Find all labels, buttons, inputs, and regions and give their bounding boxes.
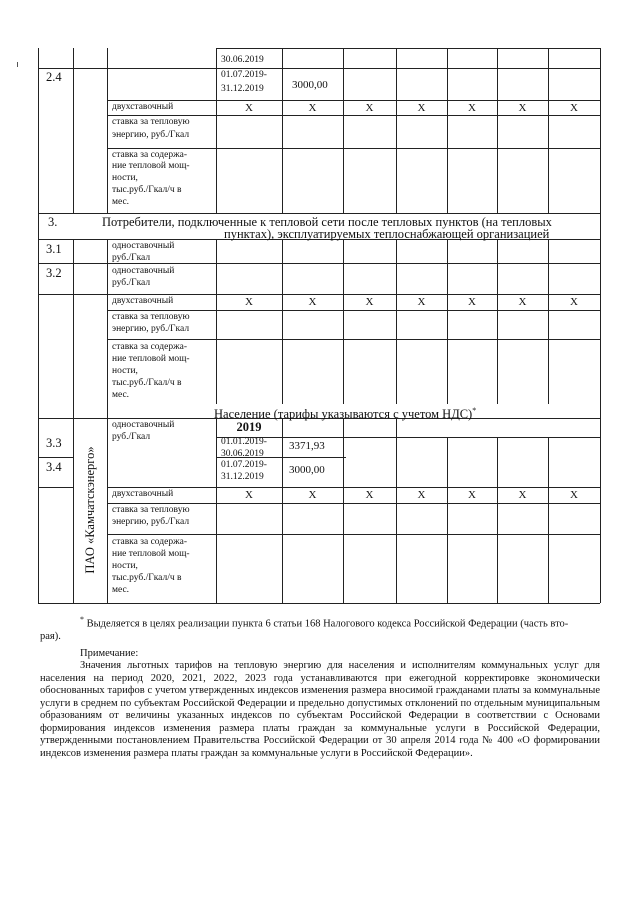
x-mark: Х	[245, 296, 253, 308]
period-1-end: 30.06.2019	[221, 55, 264, 65]
x-mark: Х	[417, 489, 426, 501]
row-number-3-2: 3.2	[46, 266, 62, 280]
maint-label-line5: мес.	[112, 585, 130, 595]
maint-label-line1: ставка за содержа-	[112, 342, 188, 352]
two-part-label: двухставочный	[112, 102, 174, 112]
maint-label-line3: ности,	[112, 173, 138, 183]
x-mark: Х	[417, 102, 426, 114]
x-mark: Х	[308, 102, 317, 114]
heat-rate-label-line2: энергию, руб./Гкал	[112, 130, 190, 140]
row-number-2-4: 2.4	[46, 70, 62, 84]
x-mark: Х	[570, 489, 578, 501]
population-heading-text: Население (тарифы указываются с учетом НДС)	[214, 407, 473, 422]
maint-label-line4: тыс.руб./Гкал/ч в	[112, 378, 182, 388]
one-part-label-line2: руб./Гкал	[112, 278, 151, 288]
one-part-label-line1: одноставочный	[112, 241, 175, 251]
heat-rate-label-line2: энергию, руб./Гкал	[112, 324, 190, 334]
one-part-label-line2: руб./Гкал	[112, 253, 151, 263]
row-number-3-1: 3.1	[46, 242, 62, 256]
x-mark: Х	[365, 296, 374, 308]
x-mark: Х	[468, 102, 476, 114]
two-part-label: двухставочный	[112, 489, 174, 499]
footnote-mark: *	[80, 615, 84, 624]
x-mark: Х	[245, 489, 253, 501]
x-mark: Х	[308, 489, 317, 501]
row-number-3: 3.	[48, 215, 58, 229]
maint-label-line1: ставка за содержа-	[112, 537, 188, 547]
period-2-start: 01.07.2019-	[221, 460, 267, 470]
row-number-3-3: 3.3	[46, 436, 62, 450]
maint-label-line4: тыс.руб./Гкал/ч в	[112, 185, 182, 195]
heat-rate-label-line1: ставка за тепловую	[112, 505, 190, 515]
population-heading	[214, 407, 476, 421]
maint-label-line3: ности,	[112, 366, 138, 376]
margin-mark	[17, 62, 18, 67]
x-mark: Х	[365, 102, 374, 114]
x-mark: Х	[518, 489, 527, 501]
heat-rate-label-line2: энергию, руб./Гкал	[112, 517, 190, 527]
x-mark: Х	[308, 296, 317, 308]
period-1-start: 01.01.2019-	[221, 437, 267, 447]
maint-label-line1: ставка за содержа-	[112, 150, 188, 160]
footnote-line-1	[40, 614, 600, 631]
x-mark: Х	[570, 296, 578, 308]
x-mark: Х	[468, 296, 476, 308]
maint-label-line3: ности,	[112, 561, 138, 571]
footnote-text-1: Выделяется в целях реализации пункта 6 статьи 168 Налогового кодекса Российской Федерации (часть вто-	[86, 618, 569, 630]
note-text: Значения льготных тарифов на тепловую энергию для населения и исполнителям коммунальных услуг для населения на период 2020, 2021, 2022, 2023 года устанавливаются при ежегодной корректировке экономически обоснованных тарифов с учетом утвержденных индексов изменения размера вносимой гражданами платы за коммунальные услуги в среднем по субъектам Российской Федерации и предельно допустимых отклонений по отдельным муниципальным образованиям от величины указанных индексов по субъектам Российской Федерации в соответствии с Основами формирования индексов изменения размера платы граждан за коммунальные услуги в Российской Федерации, утвержденными постановлением Правительства Российской Федерации от 30 апреля 2014 года № 400 «О формировании индексов изменения размера платы граждан за коммунальные услуги в Российской Федерации».	[40, 660, 600, 759]
footnote-block	[40, 614, 600, 760]
note-title: Примечание:	[80, 647, 139, 659]
row-number-3-4: 3.4	[46, 460, 62, 474]
x-mark: Х	[245, 102, 253, 114]
heat-rate-label-line1: ставка за тепловую	[112, 312, 190, 322]
x-mark: Х	[417, 296, 426, 308]
one-part-label-line1: одноставочный	[112, 266, 175, 276]
population-tariff-value-2: 3000,00	[289, 464, 325, 476]
x-mark: Х	[518, 296, 527, 308]
period-2-start: 01.07.2019-	[221, 70, 267, 80]
x-mark: Х	[365, 489, 374, 501]
maint-label-line2: ние тепловой мощ-	[112, 354, 190, 364]
two-part-label: двухставочный	[112, 296, 174, 306]
period-2-end: 31.12.2019	[221, 472, 264, 482]
maint-label-line2: ние тепловой мощ-	[112, 161, 190, 171]
population-heading-footnote-mark: *	[472, 406, 477, 415]
maint-label-line4: тыс.руб./Гкал/ч в	[112, 573, 182, 583]
section-3-title-line1: Потребители, подключенные к тепловой сети после тепловых пунктов (на тепловых	[102, 215, 552, 229]
tariff-value: 3000,00	[292, 79, 328, 91]
period-2-end: 31.12.2019	[221, 84, 264, 94]
section-3-title-line2: пунктах), эксплуатируемых теплоснабжающей организацией	[224, 227, 550, 241]
year-header: 2019	[236, 420, 262, 434]
one-part-label-line2: руб./Гкал	[112, 432, 151, 442]
heat-rate-label-line1: ставка за тепловую	[112, 117, 190, 127]
x-mark: Х	[468, 489, 476, 501]
footnote-line-2: рая).	[40, 631, 61, 642]
population-tariff-value-1: 3371,93	[289, 440, 325, 452]
maint-label-line2: ние тепловой мощ-	[112, 549, 190, 559]
x-mark: Х	[570, 102, 578, 114]
period-1-end: 30.06.2019	[221, 449, 264, 459]
one-part-label-line1: одноставочный	[112, 420, 175, 430]
maint-label-line5: мес.	[112, 197, 130, 207]
x-mark: Х	[518, 102, 527, 114]
organization-name: ПАО «Камчатскэнерго»	[83, 446, 97, 574]
maint-label-line5: мес.	[112, 390, 130, 400]
